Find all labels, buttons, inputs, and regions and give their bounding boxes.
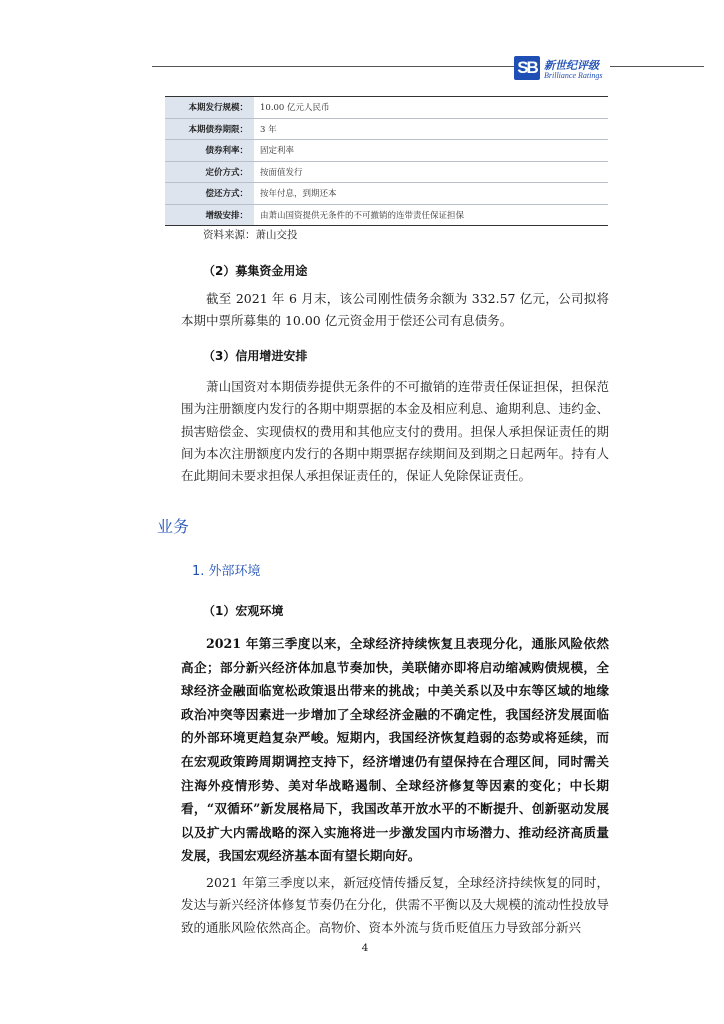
header-rule	[152, 66, 704, 67]
source-note: 资料来源：萧山交投	[203, 229, 298, 241]
fund-use-heading: （2）募集资金用途	[203, 264, 308, 278]
term-value: 按面值发行	[254, 161, 608, 183]
brand-logo	[514, 54, 610, 84]
fund-use-text: 截至 2021 年 6 月末，该公司刚性债务余额为 332.57 亿元，公司拟将本期中票所募集的 10.00 亿元资金用于偿还公司有息债务。	[181, 291, 609, 329]
credit-heading: （3）信用增进安排	[203, 349, 308, 363]
term-label: 偿还方式：	[165, 183, 254, 205]
macro-summary-paragraph	[181, 632, 609, 868]
logo-english-name: Brilliance Ratings	[544, 71, 603, 80]
bond-terms-table	[165, 96, 608, 226]
term-value: 3 年	[254, 118, 608, 140]
term-value: 固定利率	[254, 140, 608, 162]
logo-mark-icon: SB	[514, 56, 540, 80]
table-row	[165, 118, 608, 140]
macro-detail-paragraph	[181, 872, 609, 939]
table-row	[165, 140, 608, 162]
page-number: 4	[361, 942, 369, 954]
external-environment-title: 1. 外部环境	[192, 564, 261, 579]
credit-text: 萧山国资对本期债券提供无条件的不可撤销的连带责任保证担保，担保范围为注册额度内发行的各期中期票据的本金及相应利息、逾期利息、违约金、损害赔偿金、实现债权的费用和其他应支付的费用。担保人承担保证责任的期间为本次注册额度内发行的各期中期票据存续期间及到期之日起两年。持有人在此期间未要求担保人承担保证责任的，保证人免除保证责任。	[181, 379, 609, 484]
term-value: 按年付息，到期还本	[254, 183, 608, 205]
macro-summary-text: 2021 年第三季度以来，全球经济持续恢复且表现分化，通胀风险依然高企；部分新兴经济体加息节奏加快，美联储亦即将启动缩减购债规模，全球经济金融面临宽松政策退出带来的挑战；中美关系以及中东等区域的地缘政治冲突等因素进一步增加了全球经济金融的不确定性，我国经济发展面临的外部环境更趋复杂严峻。短期内，我国经济恢复趋弱的态势或将延续，而在宏观政策跨周期调控支持下，经济增速仍有望保持在合理区间，同时需关注海外疫情形势、美对华战略遏制、全球经济修复等因素的变化；中长期看，“双循环”新发展格局下，我国改革开放水平的不断提升、创新驱动发展以及扩大内需战略的深入实施将进一步激发国内市场潜力、推动经济高质量发展，我国宏观经济基本面有望长期向好。	[181, 636, 609, 864]
term-label: 增级安排：	[165, 204, 254, 226]
table-row	[165, 183, 608, 205]
term-value: 10.00 亿元人民币	[254, 97, 608, 119]
business-section-title: 业务	[157, 517, 190, 536]
logo-chinese-name: 新世纪评级	[544, 60, 599, 72]
fund-use-paragraph	[181, 288, 609, 333]
term-value: 由萧山国资提供无条件的不可撤销的连带责任保证担保	[254, 204, 608, 226]
macro-heading: （1）宏观环境	[203, 604, 284, 618]
table-row	[165, 204, 608, 226]
term-label: 定价方式：	[165, 161, 254, 183]
term-label: 本期发行规模：	[165, 97, 254, 119]
macro-detail-text: 2021 年第三季度以来，新冠疫情传播反复，全球经济持续恢复的同时，发达与新兴经济体修复节奏仍在分化，供需不平衡以及大规模的流动性投放导致的通胀风险依然高企。高物价、资本外流与货币贬值压力导致部分新兴	[181, 875, 609, 935]
table-row	[165, 161, 608, 183]
term-label: 本期债券期限：	[165, 118, 254, 140]
term-label: 债券利率：	[165, 140, 254, 162]
credit-paragraph	[181, 376, 609, 487]
table-row	[165, 97, 608, 119]
